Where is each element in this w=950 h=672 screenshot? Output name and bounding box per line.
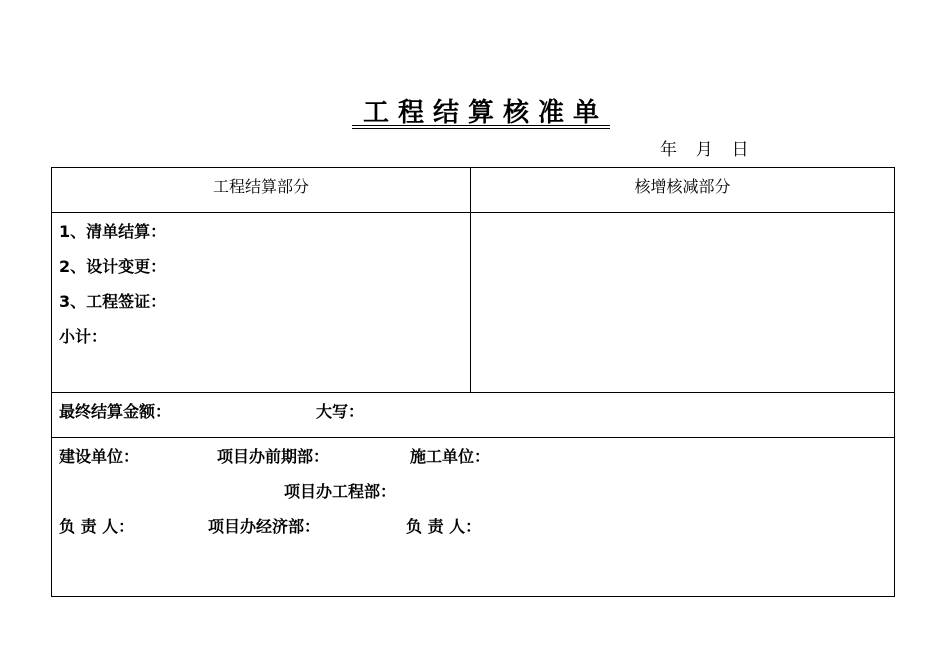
capital-amount-label: 大写：: [316, 402, 365, 421]
final-amount-label: 最终结算金额：: [59, 402, 172, 421]
date-line: 年 月 日: [660, 140, 749, 160]
person-in-charge-right-label: 负 责 人：: [406, 517, 482, 536]
person-in-charge-left-label: 负 责 人：: [59, 517, 135, 536]
document-title: 工程结算核准单: [362, 98, 608, 128]
construction-unit-label: 建设单位：: [59, 447, 140, 466]
header-divider: [52, 212, 894, 213]
settlement-table: [51, 167, 895, 597]
item-design-change: 2、设计变更：: [59, 257, 167, 276]
header-adjustment-section: 核增核减部分: [634, 177, 731, 196]
column-divider: [470, 168, 471, 392]
title-underline-bottom: [352, 128, 610, 129]
amount-divider: [52, 437, 894, 438]
item-subtotal: 小计：: [59, 327, 108, 346]
title-underline-top: [352, 125, 610, 126]
item-engineering-visa: 3、工程签证：: [59, 292, 167, 311]
item-bill-settlement: 1、清单结算：: [59, 222, 167, 241]
contractor-unit-label: 施工单位：: [410, 447, 491, 466]
body-divider: [52, 392, 894, 393]
project-office-preliminary-label: 项目办前期部：: [217, 447, 330, 466]
project-office-economic-label: 项目办经济部：: [208, 517, 321, 536]
header-settlement-section: 工程结算部分: [212, 177, 309, 196]
project-office-engineering-label: 项目办工程部：: [284, 482, 397, 501]
